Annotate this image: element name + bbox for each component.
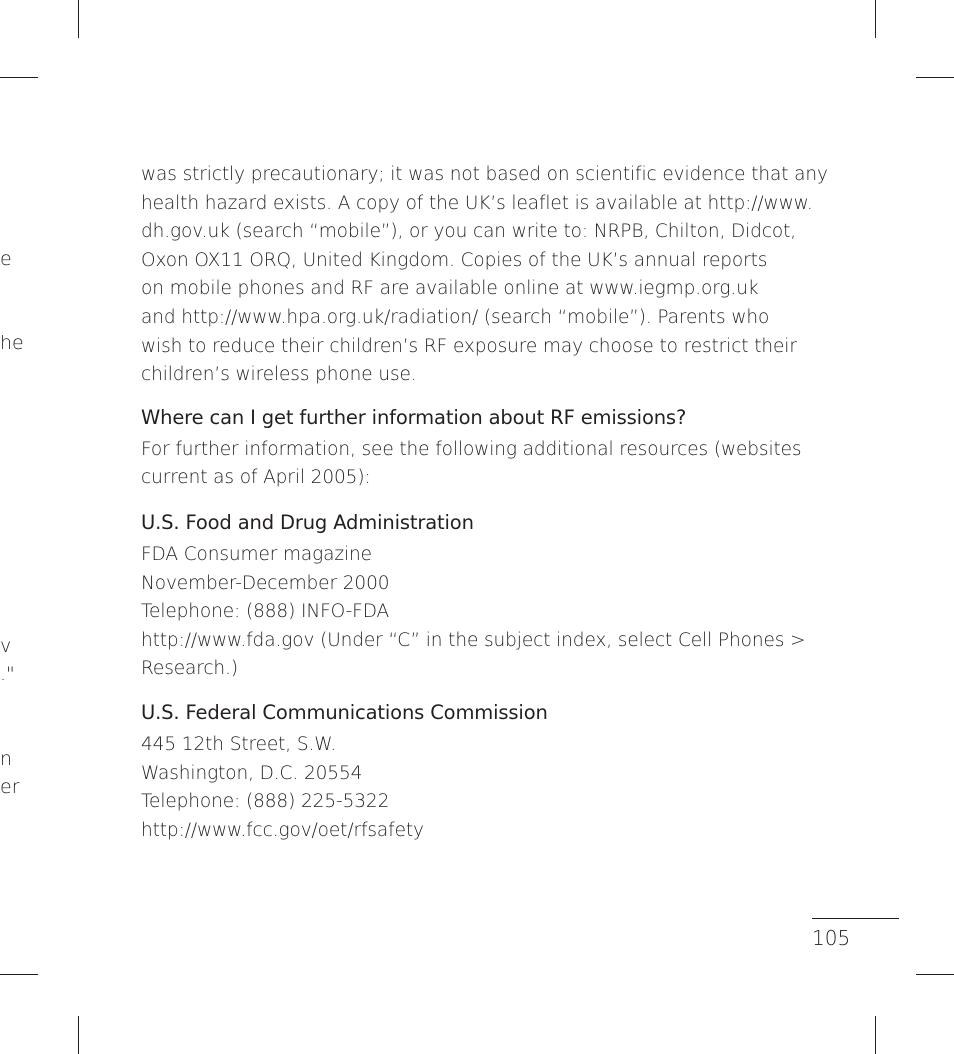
text-line: dh.gov.uk (search “mobile”), or you can write to: NRPB, Chilton, Didcot, [141,221,797,243]
text-line: 445 12th Street, S.W. [141,733,337,755]
text-line: FDA Consumer magazine [141,543,372,565]
fcc-heading: U.S. Federal Communications Commission [141,700,548,724]
fcc-details [141,731,841,845]
rf-info-heading: Where can I get further information about RF emissions? [141,405,687,429]
bleed-fragment: e [0,250,12,269]
crop-mark-bottom-right [875,1016,876,1054]
fda-link[interactable]: http://www.fda.gov (Under “C” in the subject index, select Cell Phones > [141,629,806,651]
text-line: wish to reduce their children’s RF exposure may choose to restrict their [141,335,797,357]
bleed-fragment: v [0,637,12,656]
bleed-fragment: n [0,750,13,769]
bleed-fragment: he [0,334,24,353]
crop-mark-top-left [78,0,79,38]
text-line: November-December 2000 [141,572,390,594]
text-line: on mobile phones and RF are available online at www.iegmp.org.uk [141,278,759,300]
crop-mark-right-top [916,77,954,78]
rf-info-paragraph [141,436,841,493]
text-line: and http://www.hpa.org.uk/radiation/ (search “mobile”). Parents who [141,306,770,328]
text-line: current as of April 2005): [141,467,371,489]
crop-mark-left-bottom [0,974,38,975]
intro-paragraph [141,161,841,390]
page-number: 105 [812,926,851,950]
bleed-fragment: ." [0,665,15,684]
text-line: Washington, D.C. 20554 [141,762,363,784]
crop-mark-bottom-left [78,1016,79,1054]
page-content [141,161,841,845]
text-line: Research.) [141,658,238,680]
fcc-link[interactable]: http://www.fcc.gov/oet/rfsafety [141,819,424,841]
crop-mark-right-bottom [916,974,954,975]
text-line: Oxon OX11 ORQ, United Kingdom. Copies of the UK’s annual reports [141,249,768,271]
bleed-fragment: er [0,778,20,797]
text-line: children’s wireless phone use. [141,364,417,386]
fda-heading: U.S. Food and Drug Administration [141,510,474,534]
page-number-rule [812,918,899,919]
text-line: Telephone: (888) 225-5322 [141,791,390,813]
text-line: health hazard exists. A copy of the UK’s leaflet is available at http://www. [141,192,813,214]
text-line: was strictly precautionary; it was not based on scientific evidence that any [141,164,828,185]
fda-details [141,541,841,684]
text-line: Telephone: (888) INFO-FDA [141,601,390,623]
crop-mark-top-right [875,0,876,38]
text-line: For further information, see the following additional resources (websites [141,438,802,460]
crop-mark-left-top [0,77,38,78]
